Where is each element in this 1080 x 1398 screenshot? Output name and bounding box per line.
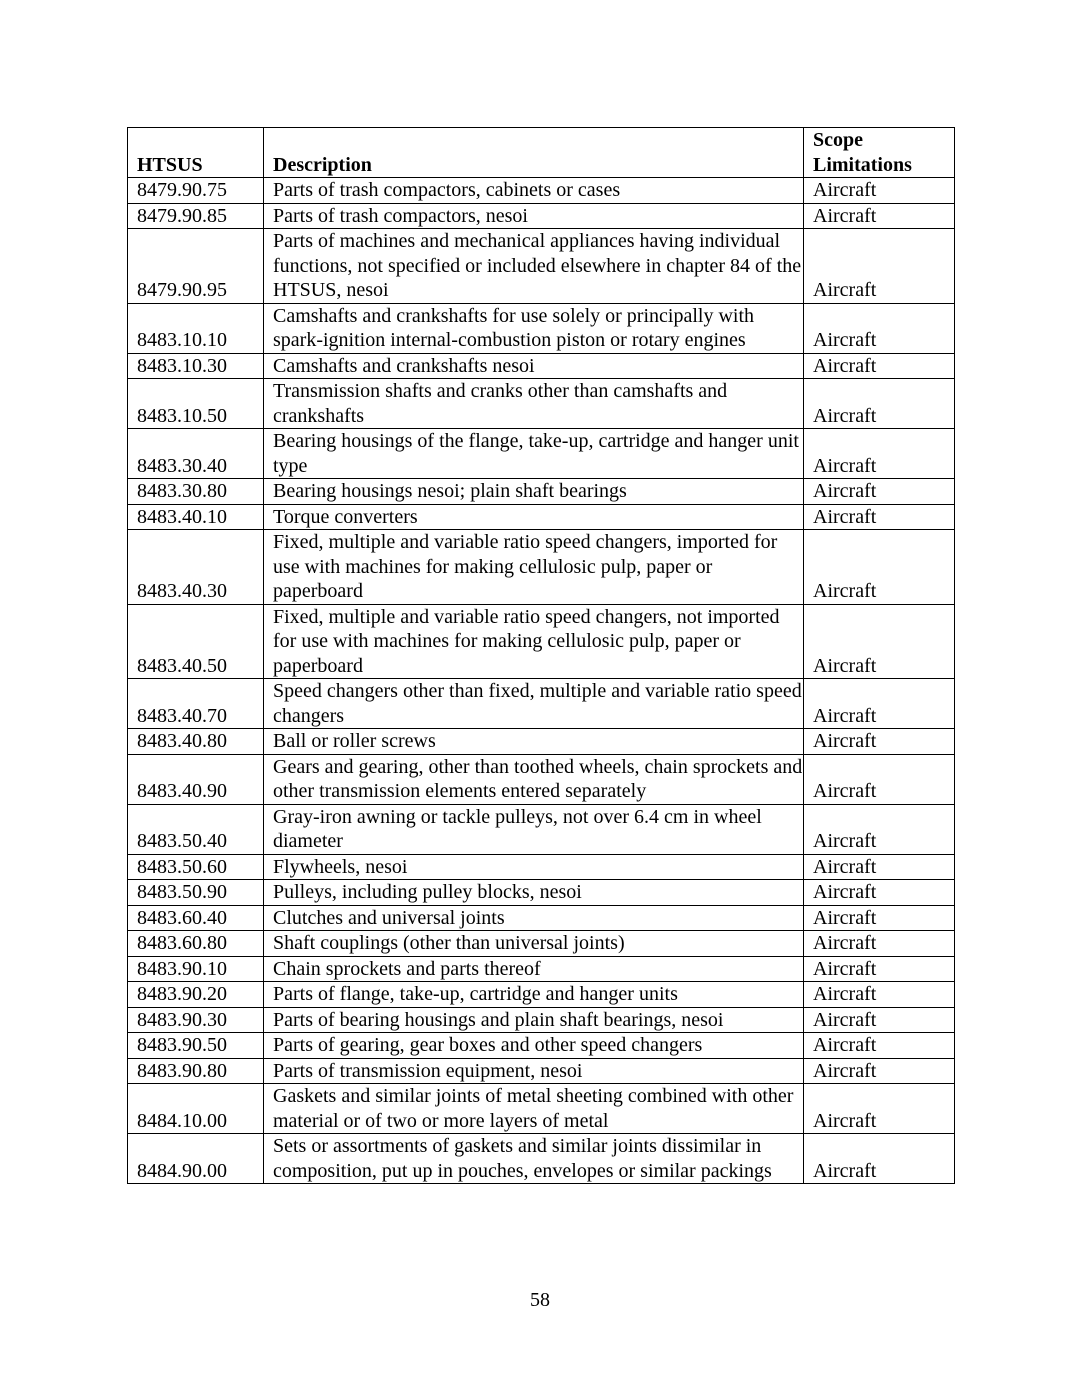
description-cell: Camshafts and crankshafts for use solely or principally with spark-ignition internal-combustion piston or rotary engines: [264, 303, 804, 353]
description-cell: Torque converters: [264, 504, 804, 530]
description-cell: Bearing housings of the flange, take-up, cartridge and hanger unit type: [264, 429, 804, 479]
htsus-code-cell: 8483.50.40: [128, 804, 264, 854]
table-row: [128, 303, 955, 353]
table-row: [128, 229, 955, 304]
table-row: [128, 1033, 955, 1059]
scope-cell: Aircraft: [804, 854, 955, 880]
htsus-code-cell: 8483.40.30: [128, 530, 264, 605]
description-cell: Transmission shafts and cranks other than camshafts and crankshafts: [264, 379, 804, 429]
description-cell: Parts of bearing housings and plain shaft bearings, nesoi: [264, 1007, 804, 1033]
htsus-code-cell: 8483.10.30: [128, 353, 264, 379]
table-row: [128, 982, 955, 1008]
scope-cell: Aircraft: [804, 1058, 955, 1084]
table-row: [128, 804, 955, 854]
table-row: [128, 379, 955, 429]
scope-cell: Aircraft: [804, 1134, 955, 1184]
htsus-code-cell: 8483.40.90: [128, 754, 264, 804]
description-cell: Fixed, multiple and variable ratio speed changers, imported for use with machines for making cellulosic pulp, paper or paperboard: [264, 530, 804, 605]
table-row: [128, 854, 955, 880]
table-row: [128, 203, 955, 229]
description-cell: Bearing housings nesoi; plain shaft bearings: [264, 479, 804, 505]
htsus-code-cell: 8483.40.80: [128, 729, 264, 755]
scope-cell: Aircraft: [804, 1033, 955, 1059]
scope-cell: Aircraft: [804, 479, 955, 505]
htsus-code-cell: 8483.60.80: [128, 931, 264, 957]
scope-cell: Aircraft: [804, 880, 955, 906]
table-header-row: [128, 128, 955, 178]
description-cell: Parts of transmission equipment, nesoi: [264, 1058, 804, 1084]
htsus-code-cell: 8479.90.75: [128, 178, 264, 204]
htsus-code-cell: 8483.90.50: [128, 1033, 264, 1059]
tariff-table: [127, 127, 955, 1184]
table-row: [128, 679, 955, 729]
htsus-code-cell: 8483.50.60: [128, 854, 264, 880]
htsus-code-cell: 8479.90.95: [128, 229, 264, 304]
htsus-code-cell: 8483.40.10: [128, 504, 264, 530]
header-scope-line2: Limitations: [813, 153, 912, 176]
htsus-code-cell: 8483.40.50: [128, 604, 264, 679]
scope-cell: Aircraft: [804, 1084, 955, 1134]
table-row: [128, 353, 955, 379]
scope-cell: Aircraft: [804, 1007, 955, 1033]
htsus-code-cell: 8483.30.80: [128, 479, 264, 505]
scope-cell: Aircraft: [804, 754, 955, 804]
htsus-code-cell: 8479.90.85: [128, 203, 264, 229]
header-scope-limitations: [804, 128, 955, 178]
table-row: [128, 956, 955, 982]
table-row: [128, 729, 955, 755]
htsus-code-cell: 8484.10.00: [128, 1084, 264, 1134]
description-cell: Ball or roller screws: [264, 729, 804, 755]
table-row: [128, 1007, 955, 1033]
htsus-code-cell: 8483.30.40: [128, 429, 264, 479]
description-cell: Camshafts and crankshafts nesoi: [264, 353, 804, 379]
scope-cell: Aircraft: [804, 905, 955, 931]
description-cell: Clutches and universal joints: [264, 905, 804, 931]
scope-cell: Aircraft: [804, 353, 955, 379]
htsus-code-cell: 8484.90.00: [128, 1134, 264, 1184]
description-cell: Parts of machines and mechanical appliances having individual functions, not specified or included elsewhere in chapter 84 of the HTSUS, nesoi: [264, 229, 804, 304]
scope-cell: Aircraft: [804, 530, 955, 605]
description-cell: Chain sprockets and parts thereof: [264, 956, 804, 982]
htsus-code-cell: 8483.10.50: [128, 379, 264, 429]
table-row: [128, 931, 955, 957]
description-cell: Parts of trash compactors, cabinets or cases: [264, 178, 804, 204]
description-cell: Gaskets and similar joints of metal sheeting combined with other material or of two or more layers of metal: [264, 1084, 804, 1134]
htsus-code-cell: 8483.90.80: [128, 1058, 264, 1084]
description-cell: Flywheels, nesoi: [264, 854, 804, 880]
scope-cell: Aircraft: [804, 982, 955, 1008]
htsus-code-cell: 8483.90.30: [128, 1007, 264, 1033]
table-row: [128, 604, 955, 679]
header-scope-line1: Scope: [813, 129, 863, 151]
htsus-code-cell: 8483.10.10: [128, 303, 264, 353]
header-description: Description: [264, 128, 804, 178]
table-row: [128, 530, 955, 605]
htsus-code-cell: 8483.90.10: [128, 956, 264, 982]
scope-cell: Aircraft: [804, 679, 955, 729]
table-row: [128, 1084, 955, 1134]
description-cell: Sets or assortments of gaskets and similar joints dissimilar in composition, put up in pouches, envelopes or similar packings: [264, 1134, 804, 1184]
htsus-code-cell: 8483.60.40: [128, 905, 264, 931]
table-row: [128, 754, 955, 804]
htsus-code-cell: 8483.90.20: [128, 982, 264, 1008]
htsus-code-cell: 8483.50.90: [128, 880, 264, 906]
table-row: [128, 1058, 955, 1084]
description-cell: Speed changers other than fixed, multiple and variable ratio speed changers: [264, 679, 804, 729]
table-row: [128, 429, 955, 479]
scope-cell: Aircraft: [804, 303, 955, 353]
description-cell: Fixed, multiple and variable ratio speed changers, not imported for use with machines for making cellulosic pulp, paper or paperboard: [264, 604, 804, 679]
description-cell: Parts of gearing, gear boxes and other speed changers: [264, 1033, 804, 1059]
scope-cell: Aircraft: [804, 203, 955, 229]
htsus-code-cell: 8483.40.70: [128, 679, 264, 729]
description-cell: Gray-iron awning or tackle pulleys, not over 6.4 cm in wheel diameter: [264, 804, 804, 854]
table-row: [128, 1134, 955, 1184]
description-cell: Parts of trash compactors, nesoi: [264, 203, 804, 229]
scope-cell: Aircraft: [804, 604, 955, 679]
scope-cell: Aircraft: [804, 804, 955, 854]
page-number: 58: [530, 1289, 550, 1311]
description-cell: Shaft couplings (other than universal joints): [264, 931, 804, 957]
scope-cell: Aircraft: [804, 729, 955, 755]
table-row: [128, 178, 955, 204]
description-cell: Parts of flange, take-up, cartridge and hanger units: [264, 982, 804, 1008]
description-cell: Gears and gearing, other than toothed wheels, chain sprockets and other transmission elements entered separately: [264, 754, 804, 804]
scope-cell: Aircraft: [804, 956, 955, 982]
table-body: [128, 178, 955, 1184]
scope-cell: Aircraft: [804, 504, 955, 530]
description-cell: Pulleys, including pulley blocks, nesoi: [264, 880, 804, 906]
table-row: [128, 479, 955, 505]
table-row: [128, 504, 955, 530]
scope-cell: Aircraft: [804, 429, 955, 479]
table-row: [128, 880, 955, 906]
scope-cell: Aircraft: [804, 178, 955, 204]
scope-cell: Aircraft: [804, 379, 955, 429]
scope-cell: Aircraft: [804, 229, 955, 304]
scope-cell: Aircraft: [804, 931, 955, 957]
table-row: [128, 905, 955, 931]
header-htsus: HTSUS: [128, 128, 264, 178]
